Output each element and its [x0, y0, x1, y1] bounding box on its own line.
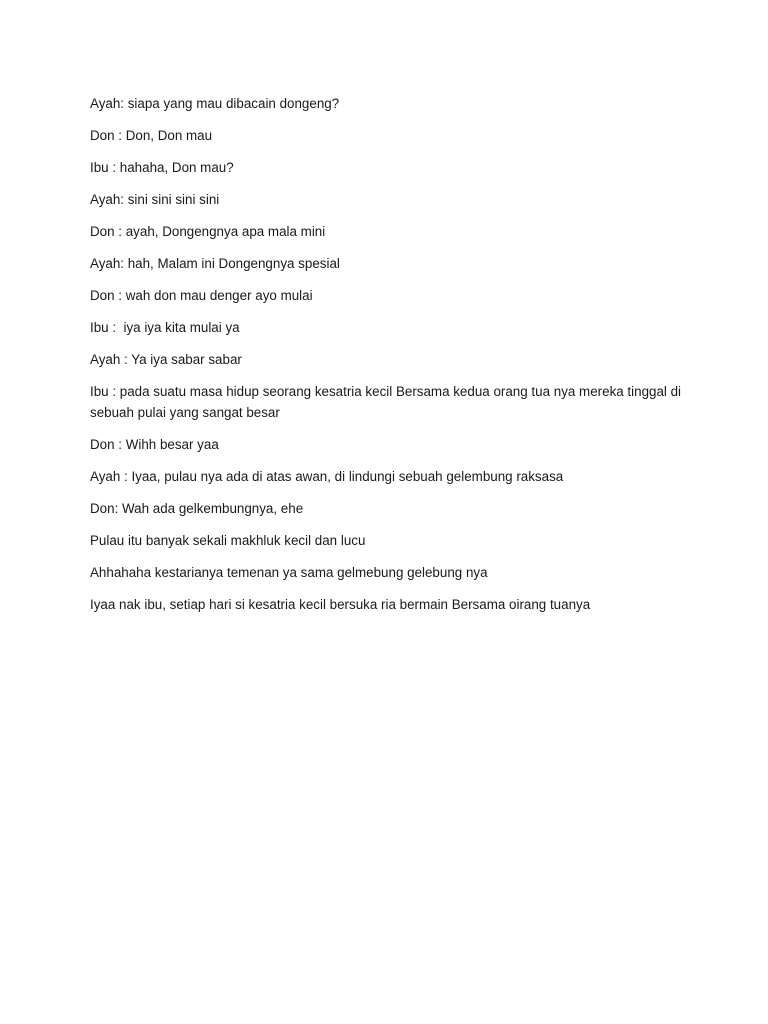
document-body	[90, 93, 690, 626]
paragraph: Ayah: sini sini sini sini	[90, 192, 220, 207]
paragraph: Don : Don, Don mau	[90, 128, 213, 143]
paragraph: Ayah: siapa yang mau dibacain dongeng?	[90, 96, 340, 111]
paragraph: Ibu : pada suatu masa hidup seorang kesatria kecil Bersama kedua orang tua nya mereka tinggal di sebuah pulai yang sangat besar	[90, 384, 685, 420]
paragraph: Don : ayah, Dongengnya apa mala mini	[90, 224, 326, 239]
paragraph: Ibu : iya iya kita mulai ya	[90, 320, 240, 335]
paragraph: Don : wah don mau denger ayo mulai	[90, 288, 313, 303]
paragraph: Iyaa nak ibu, setiap hari si kesatria kecil bersuka ria bermain Bersama oirang tuanya	[90, 597, 591, 612]
paragraph: Don: Wah ada gelkembungnya, ehe	[90, 501, 304, 516]
paragraph: Ayah : Iyaa, pulau nya ada di atas awan, di lindungi sebuah gelembung raksasa	[90, 469, 564, 484]
paragraph: Ayah: hah, Malam ini Dongengnya spesial	[90, 256, 340, 271]
paragraph: Ayah : Ya iya sabar sabar	[90, 352, 242, 367]
paragraph: Ibu : hahaha, Don mau?	[90, 160, 234, 175]
paragraph: Pulau itu banyak sekali makhluk kecil dan lucu	[90, 533, 366, 548]
paragraph: Don : Wihh besar yaa	[90, 437, 219, 452]
paragraph: Ahhahaha kestarianya temenan ya sama gelmebung gelebung nya	[90, 565, 488, 580]
